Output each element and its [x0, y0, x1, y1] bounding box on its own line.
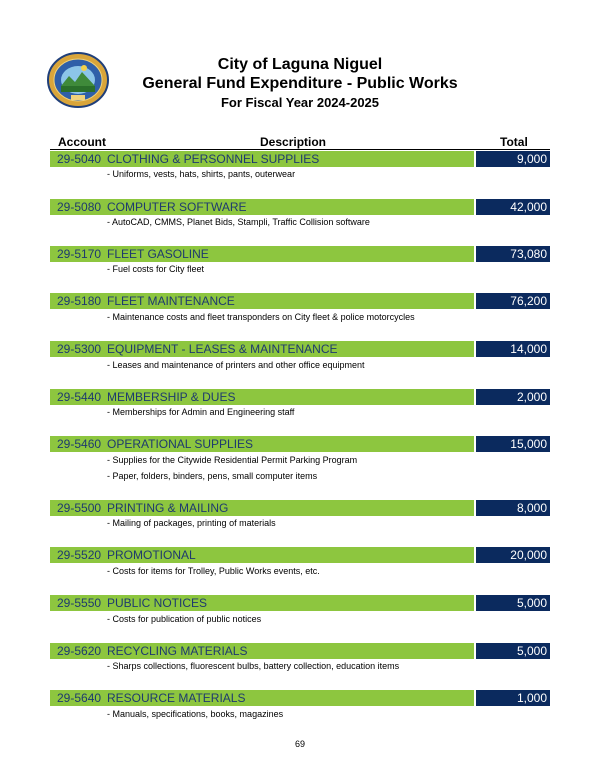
- account-name: COMPUTER SOFTWARE: [107, 200, 247, 214]
- expense-row: [50, 199, 550, 215]
- account-name: FLEET GASOLINE: [107, 247, 209, 261]
- expense-row: [50, 690, 550, 706]
- fiscal-year: For Fiscal Year 2024-2025: [220, 95, 380, 110]
- expense-row: [50, 547, 550, 563]
- line-item-note: - AutoCAD, CMMS, Planet Bids, Stampli, Traffic Collision software: [107, 217, 370, 227]
- account-total: 42,000: [476, 199, 550, 215]
- expense-row: [50, 389, 550, 405]
- line-item-note: - Memberships for Admin and Engineering staff: [107, 407, 295, 417]
- column-header-account: Account: [58, 135, 106, 149]
- city-title: City of Laguna Niguel: [217, 56, 383, 73]
- account-number: 29-5520: [57, 548, 102, 562]
- header-divider: [50, 149, 550, 150]
- account-total: 9,000: [476, 151, 550, 167]
- account-total: 14,000: [476, 341, 550, 357]
- expense-row: [50, 500, 550, 516]
- account-name: FLEET MAINTENANCE: [107, 294, 235, 308]
- account-name: EQUIPMENT - LEASES & MAINTENANCE: [107, 342, 338, 356]
- account-number: 29-5180: [57, 294, 102, 308]
- report-title: General Fund Expenditure - Public Works: [142, 75, 458, 92]
- account-total: 2,000: [476, 389, 550, 405]
- expense-row: [50, 341, 550, 357]
- account-number: 29-5500: [57, 501, 102, 515]
- expense-row: [50, 595, 550, 611]
- account-number: 29-5300: [57, 342, 102, 356]
- line-item-note: - Mailing of packages, printing of materials: [107, 518, 276, 528]
- account-name: PRINTING & MAILING: [107, 501, 229, 515]
- account-total: 5,000: [476, 643, 550, 659]
- account-number: 29-5550: [57, 596, 102, 610]
- expense-row: [50, 246, 550, 262]
- account-number: 29-5640: [57, 691, 102, 705]
- expense-row: [50, 293, 550, 309]
- line-item-note: - Manuals, specifications, books, magazines: [107, 709, 284, 719]
- line-item-note: - Sharps collections, fluorescent bulbs, battery collection, education items: [107, 661, 400, 671]
- account-number: 29-5620: [57, 644, 102, 658]
- page-number: 69: [294, 739, 305, 749]
- account-name: PROMOTIONAL: [107, 548, 196, 562]
- line-item-note: - Costs for items for Trolley, Public Works events, etc.: [107, 566, 320, 576]
- account-total: 15,000: [476, 436, 550, 452]
- line-item-note: - Supplies for the Citywide Residential Permit Parking Program: [107, 455, 358, 465]
- line-item-note: - Leases and maintenance of printers and other office equipment: [107, 360, 365, 370]
- expense-row: [50, 436, 550, 452]
- account-total: 76,200: [476, 293, 550, 309]
- account-total: 1,000: [476, 690, 550, 706]
- line-item-note: - Uniforms, vests, hats, shirts, pants, outerwear: [107, 169, 296, 179]
- line-item-note: - Costs for publication of public notices: [107, 614, 262, 624]
- expense-row: [50, 643, 550, 659]
- account-name: PUBLIC NOTICES: [107, 596, 208, 610]
- column-header-description: Description: [260, 135, 327, 149]
- account-number: 29-5170: [57, 247, 102, 261]
- account-number: 29-5460: [57, 437, 102, 451]
- account-total: 73,080: [476, 246, 550, 262]
- account-name: RECYCLING MATERIALS: [107, 644, 248, 658]
- account-total: 20,000: [476, 547, 550, 563]
- account-number: 29-5440: [57, 390, 102, 404]
- account-number: 29-5080: [57, 200, 102, 214]
- account-total: 5,000: [476, 595, 550, 611]
- expense-row: [50, 151, 550, 167]
- account-total: 8,000: [476, 500, 550, 516]
- account-name: RESOURCE MATERIALS: [107, 691, 246, 705]
- account-name: MEMBERSHIP & DUES: [107, 390, 236, 404]
- line-item-note: - Maintenance costs and fleet transponders on City fleet & police motorcycles: [107, 312, 415, 322]
- line-item-note: - Fuel costs for City fleet: [107, 264, 205, 274]
- account-number: 29-5040: [57, 152, 102, 166]
- column-header-total: Total: [500, 135, 528, 149]
- account-name: CLOTHING & PERSONNEL SUPPLIES: [107, 152, 320, 166]
- account-name: OPERATIONAL SUPPLIES: [107, 437, 254, 451]
- line-item-note: - Paper, folders, binders, pens, small computer items: [107, 471, 318, 481]
